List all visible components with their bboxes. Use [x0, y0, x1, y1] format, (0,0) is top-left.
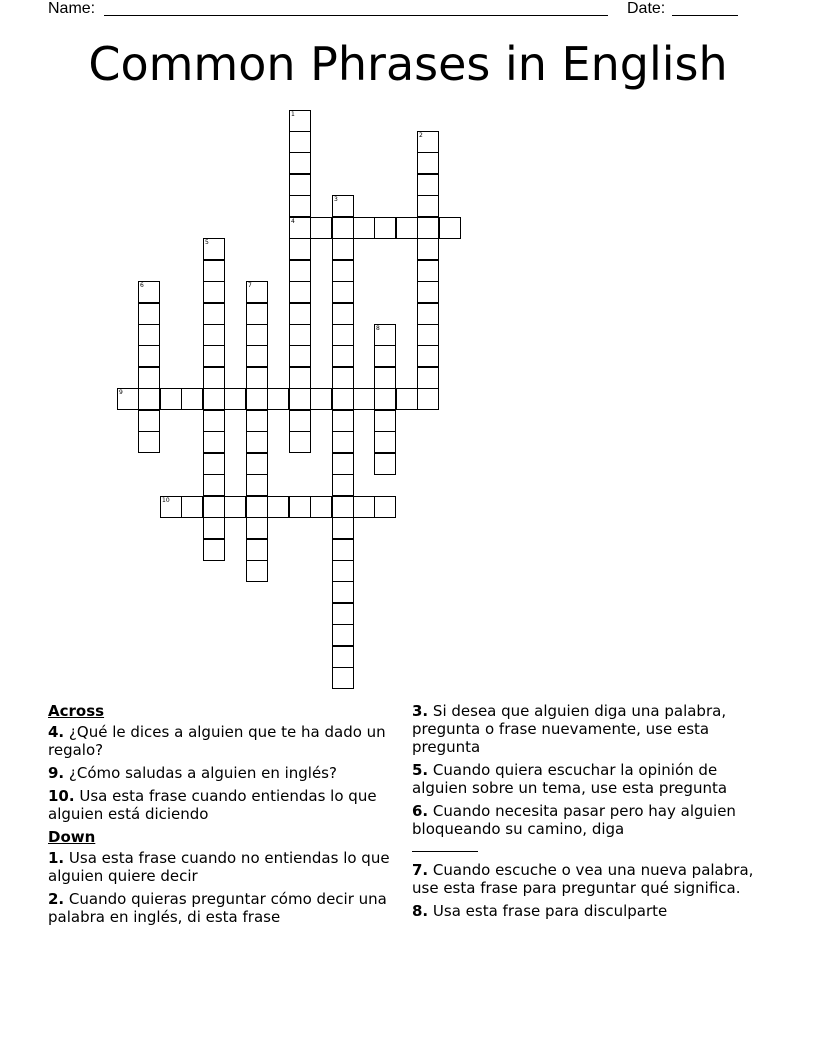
grid-cell[interactable] [203, 410, 225, 432]
cell-number: 7 [248, 282, 252, 289]
grid-cell[interactable] [246, 496, 268, 518]
down-clue-6 [412, 802, 770, 856]
grid-cell[interactable] [417, 324, 439, 346]
grid-cell[interactable] [246, 410, 268, 432]
grid-cell[interactable] [289, 367, 311, 389]
grid-cell[interactable] [332, 324, 354, 346]
grid-cell[interactable] [203, 238, 225, 260]
grid-cell[interactable] [374, 453, 396, 475]
grid-cell[interactable] [203, 453, 225, 475]
grid-cell[interactable] [289, 195, 311, 217]
grid-cell[interactable] [138, 388, 160, 410]
down-clue-2 [48, 890, 393, 926]
grid-cell[interactable] [289, 260, 311, 282]
grid-cell[interactable] [332, 431, 354, 453]
grid-cell[interactable] [289, 496, 311, 518]
grid-cell[interactable] [353, 496, 375, 518]
clue-number: 9. [48, 764, 65, 782]
grid-cell[interactable] [289, 131, 311, 153]
clue-text: ¿Cómo saludas a alguien en inglés? [68, 764, 337, 782]
cell-number: 10 [162, 497, 170, 504]
grid-cell[interactable] [224, 388, 246, 410]
grid-cell[interactable] [374, 410, 396, 432]
grid-cell[interactable] [332, 367, 354, 389]
grid-cell[interactable] [332, 560, 354, 582]
clue-text: Usa esta frase cuando entiendas lo que alguien está diciendo [48, 787, 377, 823]
clue-text: Cuando quiera escuchar la opinión de alguien sobre un tema, use esta pregunta [412, 761, 728, 797]
grid-cell[interactable] [332, 474, 354, 496]
clues-right-column [412, 702, 770, 925]
grid-cell[interactable] [353, 388, 375, 410]
grid-cell[interactable] [203, 367, 225, 389]
grid-cell[interactable] [417, 152, 439, 174]
grid-cell[interactable] [417, 281, 439, 303]
date-label: Date: [627, 0, 666, 17]
grid-cell[interactable] [417, 345, 439, 367]
down-clue-1 [48, 849, 393, 885]
grid-cell[interactable] [138, 367, 160, 389]
grid-cell[interactable] [289, 388, 311, 410]
name-label: Name: [48, 0, 96, 17]
grid-cell[interactable] [224, 496, 246, 518]
grid-cell[interactable] [289, 303, 311, 325]
grid-cell[interactable] [203, 303, 225, 325]
grid-cell[interactable] [246, 388, 268, 410]
grid-cell[interactable] [396, 388, 418, 410]
clue-number: 2. [48, 890, 65, 908]
grid-cell[interactable] [374, 388, 396, 410]
grid-cell[interactable] [332, 603, 354, 625]
grid-cell[interactable] [246, 474, 268, 496]
cell-number: 1 [291, 111, 295, 118]
grid-cell[interactable] [439, 217, 461, 239]
grid-cell[interactable] [246, 517, 268, 539]
grid-cell[interactable] [181, 388, 203, 410]
grid-cell[interactable] [332, 624, 354, 646]
across-clue-9 [48, 764, 393, 782]
grid-cell[interactable] [332, 238, 354, 260]
grid-cell[interactable] [246, 303, 268, 325]
page-title: Common Phrases in English [88, 37, 728, 91]
grid-cell[interactable] [332, 345, 354, 367]
clue-text: ¿Qué le dices a alguien que te ha dado un regalo? [48, 723, 386, 759]
cell-number: 8 [376, 325, 380, 332]
cell-number: 6 [140, 282, 144, 289]
grid-cell[interactable] [203, 517, 225, 539]
grid-cell[interactable] [246, 431, 268, 453]
grid-cell[interactable] [310, 388, 332, 410]
cell-number: 3 [334, 196, 338, 203]
grid-cell[interactable] [117, 388, 139, 410]
down-clue-8 [412, 902, 770, 920]
grid-cell[interactable] [289, 238, 311, 260]
grid-cell[interactable] [332, 539, 354, 561]
grid-cell[interactable] [138, 281, 160, 303]
grid-cell[interactable] [203, 431, 225, 453]
grid-cell[interactable] [289, 174, 311, 196]
grid-cell[interactable] [203, 324, 225, 346]
answer-blank[interactable] [412, 839, 478, 852]
grid-cell[interactable] [138, 324, 160, 346]
grid-cell[interactable] [203, 539, 225, 561]
grid-cell[interactable] [332, 496, 354, 518]
clue-text: Cuando escuche o vea una nueva palabra, use esta frase para preguntar qué significa. [412, 861, 754, 897]
clues-left-column [48, 702, 393, 931]
grid-cell[interactable] [203, 496, 225, 518]
grid-cell[interactable] [203, 281, 225, 303]
down-clue-3 [412, 702, 770, 756]
cell-number: 9 [119, 389, 123, 396]
grid-cell[interactable] [289, 345, 311, 367]
clue-text: Usa esta frase para disculparte [432, 902, 668, 920]
grid-cell[interactable] [417, 367, 439, 389]
grid-cell[interactable] [332, 281, 354, 303]
clue-number: 10. [48, 787, 75, 805]
grid-cell[interactable] [203, 388, 225, 410]
grid-cell[interactable] [417, 174, 439, 196]
grid-cell[interactable] [353, 217, 375, 239]
clue-number: 3. [412, 702, 429, 720]
cell-number: 2 [419, 132, 423, 139]
grid-cell[interactable] [246, 560, 268, 582]
grid-cell[interactable] [267, 388, 289, 410]
clue-text: Cuando quieras preguntar cómo decir una palabra en inglés, di esta frase [48, 890, 387, 926]
grid-cell[interactable] [310, 496, 332, 518]
grid-cell[interactable] [332, 581, 354, 603]
grid-cell[interactable] [332, 667, 354, 689]
grid-cell[interactable] [289, 324, 311, 346]
grid-cell[interactable] [417, 303, 439, 325]
across-clue-10 [48, 787, 393, 823]
grid-cell[interactable] [160, 496, 182, 518]
grid-cell[interactable] [332, 453, 354, 475]
grid-cell[interactable] [246, 324, 268, 346]
grid-cell[interactable] [374, 217, 396, 239]
clue-number: 1. [48, 849, 65, 867]
grid-cell[interactable] [160, 388, 182, 410]
grid-cell[interactable] [246, 281, 268, 303]
clue-number: 8. [412, 902, 429, 920]
clue-text: Si desea que alguien diga una palabra, pregunta o frase nuevamente, use esta pregunta [412, 702, 727, 756]
grid-cell[interactable] [332, 388, 354, 410]
grid-cell[interactable] [417, 260, 439, 282]
down-heading: Down [48, 828, 96, 846]
grid-cell[interactable] [332, 260, 354, 282]
grid-cell[interactable] [332, 517, 354, 539]
grid-cell[interactable] [374, 367, 396, 389]
grid-cell[interactable] [417, 131, 439, 153]
grid-cell[interactable] [246, 539, 268, 561]
grid-cell[interactable] [374, 431, 396, 453]
grid-cell[interactable] [417, 217, 439, 239]
grid-cell[interactable] [332, 217, 354, 239]
grid-cell[interactable] [289, 281, 311, 303]
grid-cell[interactable] [289, 110, 311, 132]
grid-cell[interactable] [138, 345, 160, 367]
grid-cell[interactable] [289, 410, 311, 432]
grid-cell[interactable] [374, 324, 396, 346]
clue-number: 6. [412, 802, 429, 820]
grid-cell[interactable] [246, 367, 268, 389]
grid-cell[interactable] [138, 410, 160, 432]
clue-number: 7. [412, 861, 429, 879]
clue-text: Cuando necesita pasar pero hay alguien bloqueando su camino, diga [412, 802, 736, 838]
grid-cell[interactable] [289, 152, 311, 174]
down-clue-5 [412, 761, 770, 797]
grid-cell[interactable] [246, 453, 268, 475]
grid-cell[interactable] [332, 195, 354, 217]
grid-cell[interactable] [417, 195, 439, 217]
grid-cell[interactable] [332, 410, 354, 432]
grid-cell[interactable] [267, 496, 289, 518]
across-heading: Across [48, 702, 105, 720]
grid-cell[interactable] [203, 474, 225, 496]
clue-number: 4. [48, 723, 65, 741]
cell-number: 4 [291, 218, 295, 225]
across-clue-4 [48, 723, 393, 759]
grid-cell[interactable] [138, 431, 160, 453]
grid-cell[interactable] [417, 388, 439, 410]
grid-cell[interactable] [417, 238, 439, 260]
grid-cell[interactable] [289, 217, 311, 239]
grid-cell[interactable] [374, 345, 396, 367]
grid-cell[interactable] [332, 303, 354, 325]
grid-cell[interactable] [374, 496, 396, 518]
down-clue-7 [412, 861, 770, 897]
grid-cell[interactable] [203, 345, 225, 367]
cell-number: 5 [205, 239, 209, 246]
grid-cell[interactable] [396, 217, 418, 239]
grid-cell[interactable] [289, 431, 311, 453]
grid-cell[interactable] [310, 217, 332, 239]
clue-text: Usa esta frase cuando no entiendas lo que alguien quiere decir [48, 849, 390, 885]
grid-cell[interactable] [181, 496, 203, 518]
grid-cell[interactable] [203, 260, 225, 282]
grid-cell[interactable] [138, 303, 160, 325]
grid-cell[interactable] [246, 345, 268, 367]
clue-number: 5. [412, 761, 429, 779]
grid-cell[interactable] [332, 646, 354, 668]
